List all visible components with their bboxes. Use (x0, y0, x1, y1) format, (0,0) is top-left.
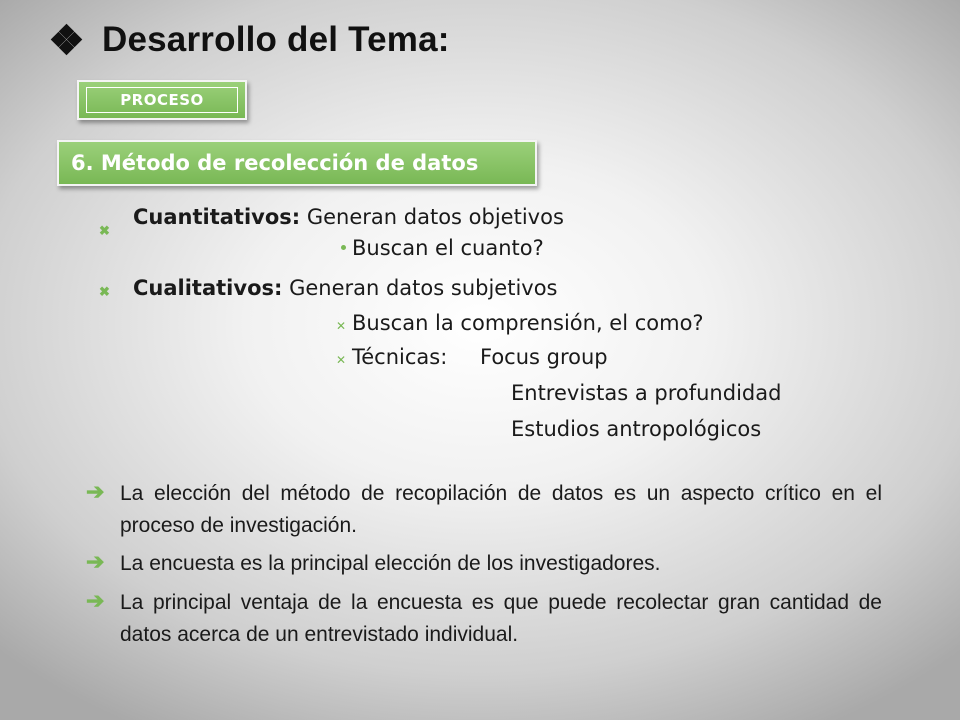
cualitativos-label: Cualitativos: (133, 276, 283, 300)
paragraph: La encuesta es la principal elección de los investigadores. (120, 552, 661, 575)
x-bullet-icon: ✕ (336, 353, 347, 367)
cualitativos-line (133, 276, 558, 300)
x-bullet-icon: ✕ (336, 319, 347, 333)
tecnica-item: Entrevistas a profundidad (511, 381, 782, 405)
cuantitativos-text: Generan datos objetivos (300, 205, 564, 229)
paragraph: La principal ventaja de la encuesta es que puede recolectar gran cantidad de datos acerca de un entrevistado individual. (120, 591, 882, 646)
dot-bullet-icon (341, 245, 346, 250)
proceso-tag (77, 80, 247, 120)
arrow-bullet-icon: ➔ (86, 588, 105, 613)
cualitativos-sub-1: Buscan la comprensión, el como? (352, 311, 704, 335)
cuantitativos-label: Cuantitativos: (133, 205, 301, 229)
x-bullet-icon: ✖ (99, 223, 110, 238)
tecnicas-label: Técnicas: (352, 345, 448, 369)
arrow-bullet-icon: ➔ (86, 479, 105, 504)
proceso-tag-label: PROCESO (86, 87, 238, 113)
slide-title-row (52, 20, 450, 60)
arrow-bullet-icon: ➔ (86, 549, 105, 574)
diamond-bullet-icon (52, 25, 82, 55)
paragraph: La elección del método de recopilación de datos es un aspecto crítico en el proceso de investigación. (120, 482, 882, 537)
slide-title: Desarrollo del Tema: (102, 20, 450, 59)
cuantitativos-line (133, 205, 564, 229)
cualitativos-text: Generan datos subjetivos (282, 276, 558, 300)
tecnica-item: Estudios antropológicos (511, 417, 762, 441)
tecnica-item: Focus group (480, 345, 608, 369)
metodo-heading-tag: 6. Método de recolección de datos (57, 140, 537, 186)
x-bullet-icon: ✖ (99, 284, 110, 299)
cuantitativos-sub: Buscan el cuanto? (352, 236, 544, 260)
